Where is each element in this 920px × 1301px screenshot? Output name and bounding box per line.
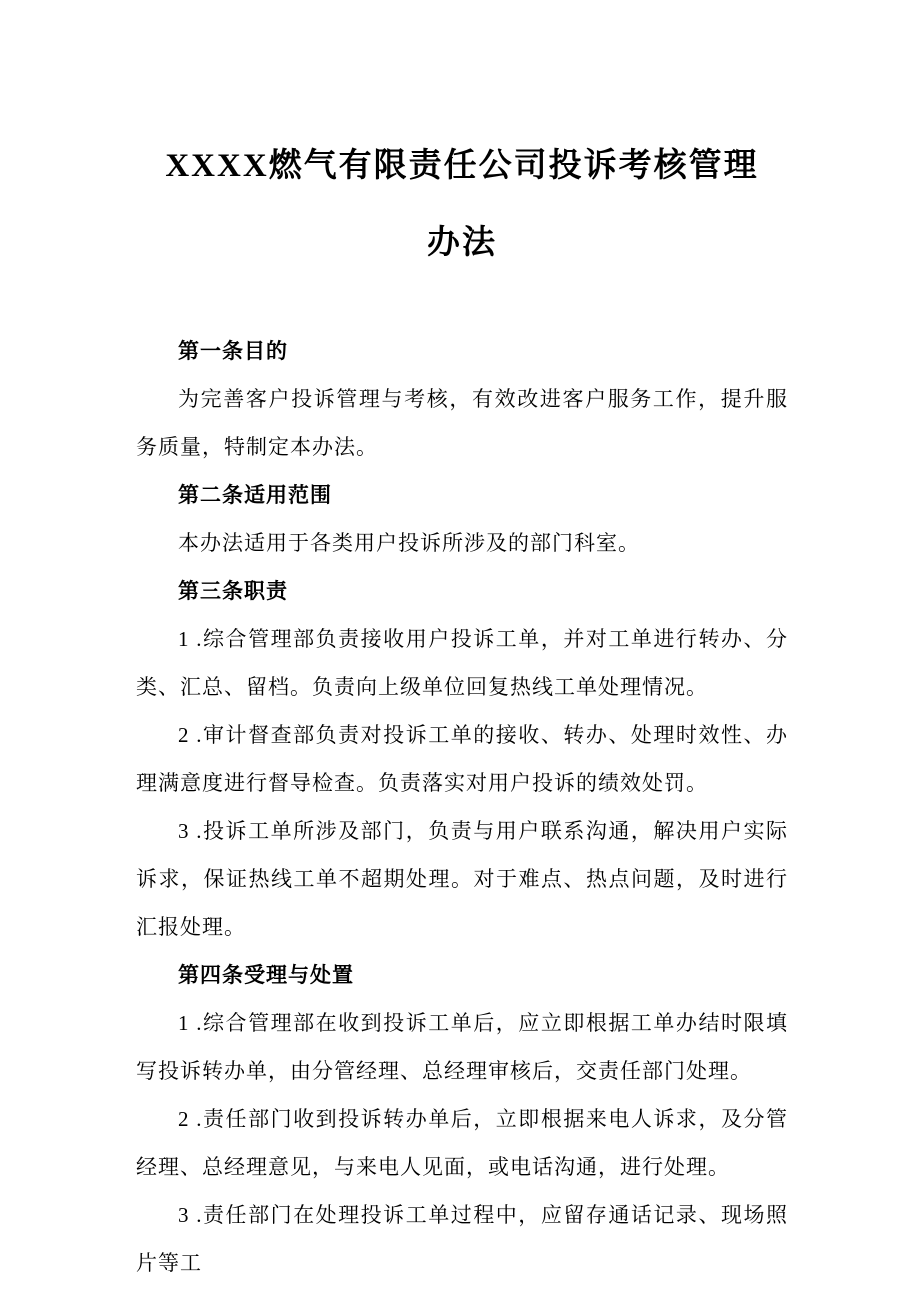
paragraph: 2 .审计督查部负责对投诉工单的接收、转办、处理时效性、办理满意度进行督导检查。负责落实对用户投诉的绩效处罚。 — [136, 723, 788, 795]
title-line-1: XXXX燃气有限责任公司投诉考核管理 — [165, 148, 759, 184]
section-responsibilities — [136, 567, 788, 951]
paragraph: 2 .责任部门收到投诉转办单后，立即根据来电人诉求，及分管经理、总经理意见，与来电人见面，或电话沟通，进行处理。 — [136, 1107, 788, 1179]
document-title — [136, 128, 788, 282]
title-line-2: 办法 — [427, 225, 497, 261]
paragraph: 3 .责任部门在处理投诉工单过程中，应留存通话记录、现场照片等工 — [136, 1203, 788, 1275]
paragraph: 1 .综合管理部在收到投诉工单后，应立即根据工单办结时限填写投诉转办单，由分管经理、总经理审核后，交责任部门处理。 — [136, 1011, 788, 1083]
paragraph: 为完善客户投诉管理与考核，有效改进客户服务工作，提升服务质量，特制定本办法。 — [136, 387, 788, 459]
paragraph: 1 .综合管理部负责接收用户投诉工单，并对工单进行转办、分类、汇总、留档。负责向上级单位回复热线工单处理情况。 — [136, 627, 788, 699]
paragraph: 本办法适用于各类用户投诉所涉及的部门科室。 — [178, 531, 640, 555]
paragraph: 3 .投诉工单所涉及部门，负责与用户联系沟通，解决用户实际诉求，保证热线工单不超期处理。对于难点、热点问题，及时进行汇报处理。 — [136, 819, 788, 939]
section-handling — [136, 951, 788, 1287]
section-heading: 第四条受理与处置 — [178, 963, 354, 987]
section-heading: 第三条职责 — [178, 579, 288, 603]
section-heading: 第二条适用范围 — [178, 483, 332, 507]
section-heading: 第一条目的 — [178, 339, 288, 363]
section-purpose — [136, 327, 788, 471]
section-scope — [136, 471, 788, 567]
